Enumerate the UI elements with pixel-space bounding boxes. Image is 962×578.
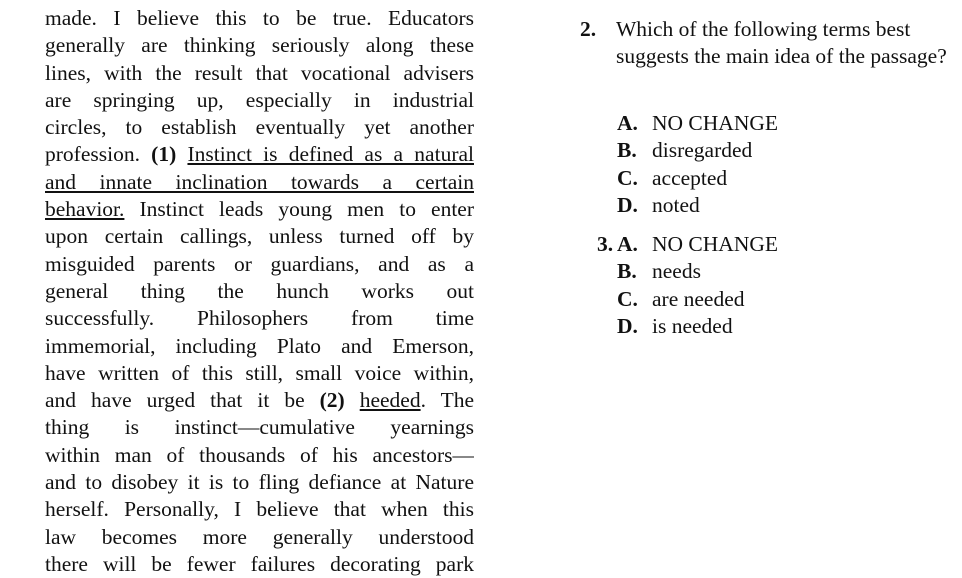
choice-text: accepted [652, 165, 728, 190]
choice-letter: D. [617, 192, 638, 217]
passage-line: immemorial, including Plato and Emerson, [45, 333, 474, 358]
choice-letter: D. [617, 313, 638, 338]
passage-text-run: profession. [45, 142, 152, 167]
answer-choice-a[interactable] [597, 231, 779, 258]
underlined-portion-1: and innate inclination towards a certain [45, 169, 474, 194]
question-2-choices [617, 110, 778, 219]
passage-line: within man of thousands of his ancestors— [45, 442, 474, 467]
passage-text-run: and have urged that it be [45, 388, 320, 413]
question-number: 3. [597, 232, 614, 256]
passage-line: circles, to establish eventually yet another [45, 115, 474, 140]
passage-line [45, 196, 474, 223]
passage-text-run: . The [420, 388, 474, 413]
passage-line: made. I believe this to be true. Educators [45, 6, 474, 30]
question-marker-1: (1) [151, 142, 177, 167]
choice-text: are needed [652, 286, 745, 311]
passage-line: thing is instinct—cumulative yearnings [45, 415, 474, 440]
passage-line [45, 141, 474, 168]
answer-choice-a[interactable] [617, 110, 778, 137]
passage-line: and to disobey it is to fling defiance at Nature [45, 470, 474, 495]
passage-line: have written of this still, small voice within, [45, 360, 474, 385]
passage-text-run: Instinct leads young men to enter [124, 197, 474, 222]
answer-choice-b[interactable] [617, 258, 778, 285]
choice-text: NO CHANGE [652, 111, 779, 135]
passage-line: misguided parents or guardians, and as a [45, 251, 474, 276]
choice-text: disregarded [652, 138, 753, 163]
passage-line: herself. Personally, I believe that when this [45, 497, 474, 522]
passage-line: lines, with the result that vocational advisers [45, 60, 474, 85]
passage-line: general thing the hunch works out [45, 278, 474, 303]
passage-line: upon certain callings, unless turned off by [45, 224, 474, 249]
choice-text: NO CHANGE [652, 232, 779, 256]
choice-letter: C. [617, 286, 638, 311]
answer-choice-c[interactable] [617, 165, 778, 192]
choice-text: is needed [652, 313, 733, 338]
answer-choice-d[interactable] [617, 192, 778, 219]
answer-choice-d[interactable] [617, 313, 778, 340]
underlined-portion-1: Instinct is defined as a natural [187, 142, 474, 167]
passage-line: law becomes more generally understood [45, 524, 474, 549]
question-number: 2. [580, 17, 597, 41]
choice-letter: B. [617, 259, 637, 284]
passage-line [45, 169, 474, 196]
underlined-portion-1: behavior. [45, 197, 125, 222]
passage-line: are springing up, especially in industrial [45, 87, 474, 112]
passage-text [45, 5, 474, 578]
underlined-portion-2: heeded [359, 388, 421, 413]
answer-choice-c[interactable] [617, 286, 778, 313]
choice-text: needs [652, 259, 701, 284]
question-prompt: Which of the following terms best suggests the main idea of the passage? [616, 17, 947, 69]
passage-line [45, 387, 474, 414]
question-3-choices [597, 231, 779, 340]
passage-line: there will be fewer failures decorating park [45, 551, 474, 576]
choice-letter: B. [617, 138, 637, 163]
question-marker-2: (2) [319, 388, 345, 413]
passage-line: successfully. Philosophers from time [45, 306, 474, 331]
choice-letter: C. [617, 165, 638, 190]
choice-letter: A. [617, 111, 638, 135]
answer-choice-b[interactable] [617, 137, 778, 164]
passage-line: generally are thinking seriously along these [45, 33, 474, 58]
choice-text: noted [652, 192, 700, 217]
choice-letter: A. [617, 232, 638, 256]
